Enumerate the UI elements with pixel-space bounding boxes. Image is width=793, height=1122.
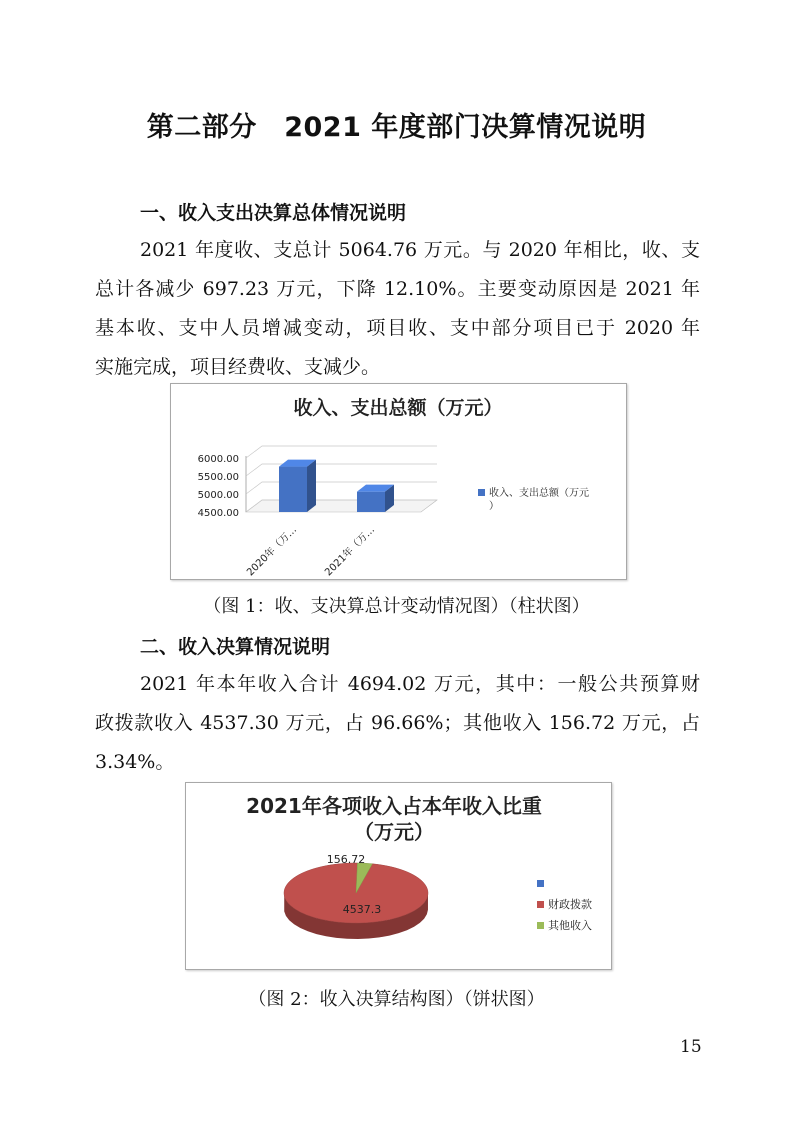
section-2-heading: 二、收入决算情况说明 <box>140 636 331 658</box>
bar-legend-label: 收入、支出总额（万元 <box>489 488 589 499</box>
section-2-line: 2021 年本年收入合计 4694.02 万元，其中：一般公共预算财 <box>140 673 700 695</box>
bar-legend-swatch <box>478 489 485 496</box>
bar-chart-y-tick: 6000.00 <box>197 454 239 465</box>
pie-legend-item <box>537 918 592 932</box>
pie-chart-title: 2021年各项收入占本年收入比重 <box>246 794 542 818</box>
bar-chart-y-tick: 5500.00 <box>197 472 239 483</box>
pie-legend-label: 其他收入 <box>548 919 592 932</box>
bar-chart-bar <box>279 460 316 512</box>
section-2-line: 政拨款收入 4537.30 万元，占 96.66%；其他收入 156.72 万元，占 <box>95 712 700 734</box>
pie-legend-swatch <box>537 922 544 929</box>
section-1-line: 总计各减少 697.23 万元，下降 12.10%。主要变动原因是 2021 年 <box>95 278 700 300</box>
pie-legend-swatch <box>537 880 544 887</box>
section-1-paragraph <box>95 231 700 387</box>
pie-chart-title: （万元） <box>354 820 434 844</box>
figure-1-caption: （图 1：收、支决算总计变动情况图）（柱状图） <box>203 596 590 617</box>
bar-chart-y-tick: 4500.00 <box>197 508 239 519</box>
page-number: 15 <box>680 1037 702 1057</box>
pie-legend-swatch <box>537 901 544 908</box>
section-2-line: 3.34%。 <box>95 751 175 773</box>
bar-chart-bar <box>357 485 394 512</box>
pie-data-label: 156.72 <box>326 853 366 866</box>
bar-chart-y-tick: 5000.00 <box>197 490 239 501</box>
bar-chart-gridline <box>246 482 437 494</box>
pie-data-label: 4537.3 <box>342 903 382 916</box>
section-1-heading: 一、收入支出决算总体情况说明 <box>140 202 407 224</box>
bar-chart-svg <box>171 384 626 579</box>
bar-chart-category-label: 2020年（万… <box>245 524 300 579</box>
section-1-line: 实施完成，项目经费收、支减少。 <box>95 356 381 378</box>
bar-legend-label: ） <box>489 501 499 512</box>
bar-chart-gridline <box>246 446 437 458</box>
pie-chart-svg <box>186 783 611 969</box>
bar-chart <box>170 383 627 580</box>
bar-chart-floor <box>246 500 437 512</box>
pie-chart <box>185 782 612 970</box>
pie-legend-label: 财政拨款 <box>548 898 592 911</box>
section-2-paragraph <box>95 665 700 782</box>
pie-legend-item <box>537 880 544 887</box>
pie-legend-item <box>537 897 592 911</box>
bar-chart-category-label: 2021年（万… <box>323 524 378 579</box>
section-1-line: 基本收、支中人员增减变动，项目收、支中部分项目已于 2020 年 <box>95 317 700 339</box>
section-1-line: 2021 年度收、支总计 5064.76 万元。与 2020 年相比，收、支 <box>140 239 700 261</box>
bar-chart-gridline <box>246 464 437 476</box>
bar-chart-title: 收入、支出总额（万元） <box>293 397 503 419</box>
figure-2-caption: （图 2：收入决算结构图）（饼状图） <box>248 989 545 1010</box>
page-title: 第二部分 2021 年度部门决算情况说明 <box>146 112 647 143</box>
